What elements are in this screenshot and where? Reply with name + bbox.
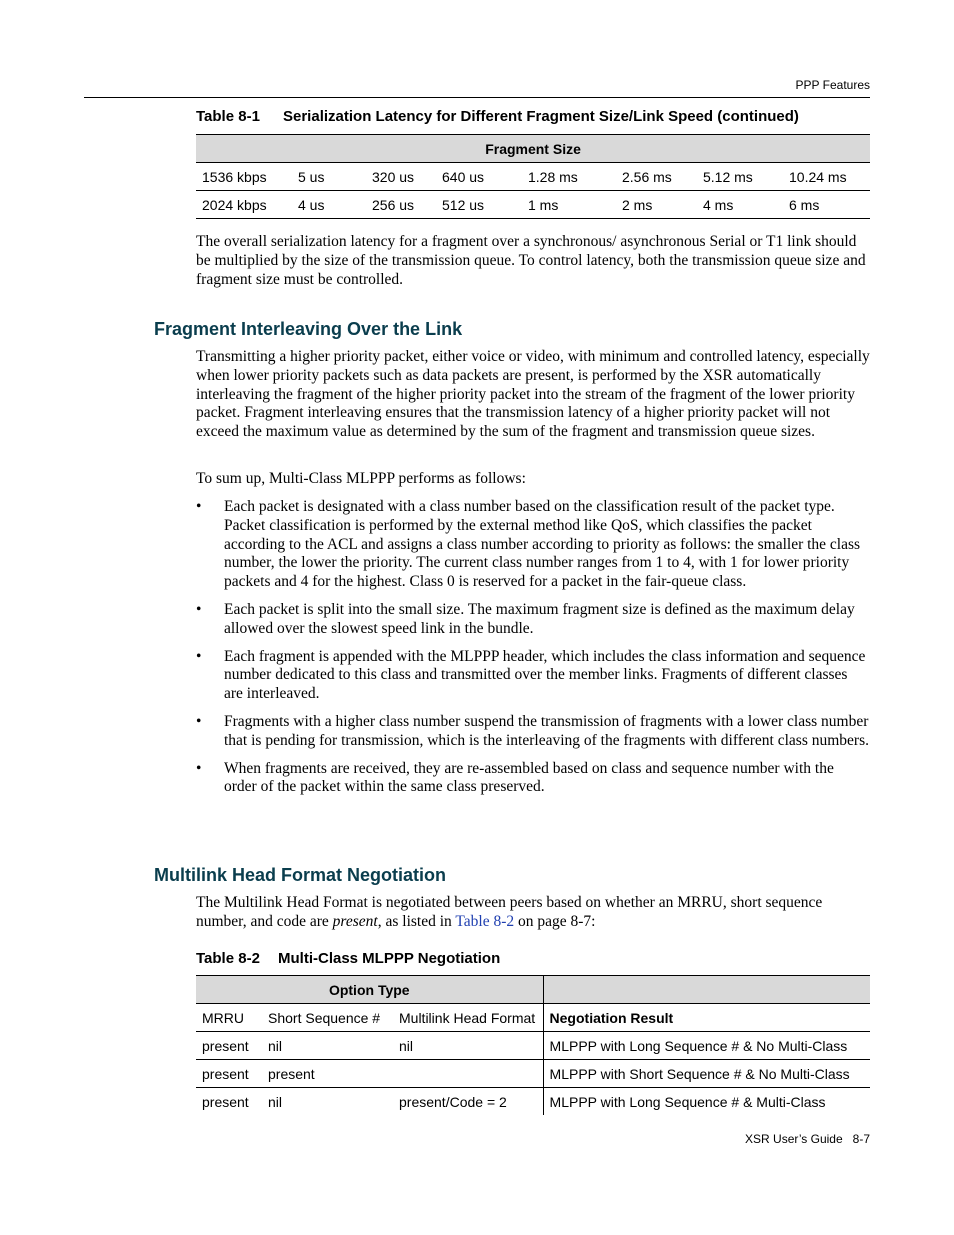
column-header: MRRU xyxy=(196,1004,262,1032)
text-run: The Multilink Head Format is negotiated between peers based on whether an MRRU, short sequence number, and code are xyxy=(196,894,823,930)
section-heading: Multilink Head Format Negotiation xyxy=(154,865,447,885)
bullet-marker: • xyxy=(196,600,202,618)
table-cell: 2.56 ms xyxy=(616,163,697,191)
table-link[interactable]: Table 8-2 xyxy=(455,912,515,930)
bullet-marker: • xyxy=(196,498,202,515)
table-caption xyxy=(196,950,500,967)
table-column-header-row xyxy=(196,1004,870,1032)
table-header-row xyxy=(196,976,870,1004)
column-header: Short Sequence # xyxy=(262,1004,393,1032)
table-cell: 2024 kbps xyxy=(196,191,292,219)
column-header: Multilink Head Format xyxy=(393,1004,543,1032)
text-run: , as listed in xyxy=(377,912,456,930)
table-title: Serialization Latency for Different Fragment Size/Link Speed (continued) xyxy=(283,108,799,125)
page-footer: XSR User’s Guide 8-7 xyxy=(745,1132,870,1146)
table-cell: 4 us xyxy=(292,191,366,219)
table-cell: 5.12 ms xyxy=(697,163,783,191)
bullet-marker: • xyxy=(196,712,202,730)
column-group-header: Option Type xyxy=(196,976,543,1004)
list-item-text: Each packet is designated with a class number based on the classification result of the packet type. Packet classification is performed by the external method like QoS, which classifies the packet according to the ACL and assigns a class number according to priority as follows: the smaller the class number, the lower the priority. The current class number ranges from 1 to 4, with 1 for lower priority packets and 4 for the highest. Class 0 is reserved for a packet in the fair-queue class. xyxy=(224,498,861,591)
table-cell: present xyxy=(262,1060,393,1088)
table-cell: present xyxy=(202,1093,249,1110)
table-row xyxy=(196,1088,870,1116)
list-item xyxy=(196,498,870,592)
header-blank-cell xyxy=(543,976,870,1004)
header-rule xyxy=(84,97,870,98)
table-row xyxy=(196,1032,870,1060)
table-title: Multi-Class MLPPP Negotiation xyxy=(278,950,501,967)
table-cell: 640 us xyxy=(436,163,522,191)
table-cell: MLPPP with Short Sequence # & No Multi-Class xyxy=(543,1060,870,1088)
list-item xyxy=(196,601,870,639)
table-number: Table 8-2 xyxy=(196,950,260,967)
table-cell: 2 ms xyxy=(616,191,697,219)
table-cell: 6 ms xyxy=(783,191,870,219)
table-row xyxy=(196,1060,870,1088)
text-run: on page 8-7: xyxy=(514,912,596,930)
table-caption xyxy=(196,108,799,125)
table-cell: present xyxy=(196,1032,262,1060)
body-paragraph: Transmitting a higher priority packet, either voice or video, with minimum and controlled latency, especially when lower priority packets such as data packets are present, is performed by the XSR automatically interleaving the fragment of the higher priority packet into the stream of the fragment of the lower priority packet. Fragment interleaving ensures that the transmission latency of a higher priority packet will not exceed the maximum value as determined by the sum of the fragment and transmission queue sizes. xyxy=(196,348,870,441)
table-cell: MLPPP with Long Sequence # & Multi-Class xyxy=(543,1088,870,1116)
table-cell: 512 us xyxy=(436,191,522,219)
table-cell: nil xyxy=(262,1032,393,1060)
table-cell: 10.24 ms xyxy=(783,163,870,191)
table-header-row xyxy=(196,135,870,163)
table-cell: MLPPP with Long Sequence # & No Multi-Class xyxy=(543,1032,870,1060)
list-item-text: Each packet is split into the small size. The maximum fragment size is defined as the maximum delay allowed over the slowest speed link in the bundle. xyxy=(224,600,855,637)
table-row xyxy=(196,191,870,219)
table-cell: present xyxy=(196,1060,262,1088)
table-cell: 5 us xyxy=(292,163,366,191)
table-cell: 1 ms xyxy=(522,191,616,219)
list-item xyxy=(196,713,870,751)
running-head: PPP Features xyxy=(795,78,870,92)
bullet-marker: • xyxy=(196,759,202,777)
table-cell: 256 us xyxy=(366,191,436,219)
list-item-text: Each fragment is appended with the MLPPP header, which includes the class information and sequence number dedicated to this class and transmitted over the member links. Fragments of different classes are interleaved. xyxy=(224,647,866,703)
table-row xyxy=(196,163,870,191)
body-paragraph: The overall serialization latency for a fragment over a synchronous/ asynchronous Serial or T1 link should be multiplied by the size of the transmission queue. To control latency, both the transmission queue size and fragment size must be controlled. xyxy=(196,233,866,288)
bullet-list xyxy=(196,498,870,806)
body-paragraph: To sum up, Multi-Class MLPPP performs as follows: xyxy=(196,470,526,487)
body-paragraph xyxy=(196,894,870,932)
column-group-header: Fragment Size xyxy=(196,135,870,163)
emphasis-text: present xyxy=(332,912,378,930)
column-header: Negotiation Result xyxy=(543,1004,870,1032)
latency-table xyxy=(196,134,870,219)
list-item-text: When fragments are received, they are re-assembled based on class and sequence number with the order of the packet within the same class preserved. xyxy=(224,759,834,796)
table-cell: nil xyxy=(268,1093,283,1110)
table-cell: 1.28 ms xyxy=(522,163,616,191)
table-number: Table 8-1 xyxy=(196,108,260,125)
list-item xyxy=(196,648,870,704)
list-item xyxy=(196,760,870,798)
table-cell xyxy=(393,1060,543,1088)
negotiation-table xyxy=(196,975,870,1115)
section-heading: Fragment Interleaving Over the Link xyxy=(154,319,463,339)
bullet-marker: • xyxy=(196,647,202,665)
table-cell: 1536 kbps xyxy=(196,163,292,191)
table-cell: 320 us xyxy=(366,163,436,191)
table-cell: nil xyxy=(393,1032,543,1060)
list-item-text: Fragments with a higher class number suspend the transmission of fragments with a lower class number that is pending for transmission, which is the interleaving of the fragments with different class numbers. xyxy=(224,712,869,749)
table-cell: 4 ms xyxy=(697,191,783,219)
table-cell: present/Code = 2 xyxy=(399,1093,507,1110)
